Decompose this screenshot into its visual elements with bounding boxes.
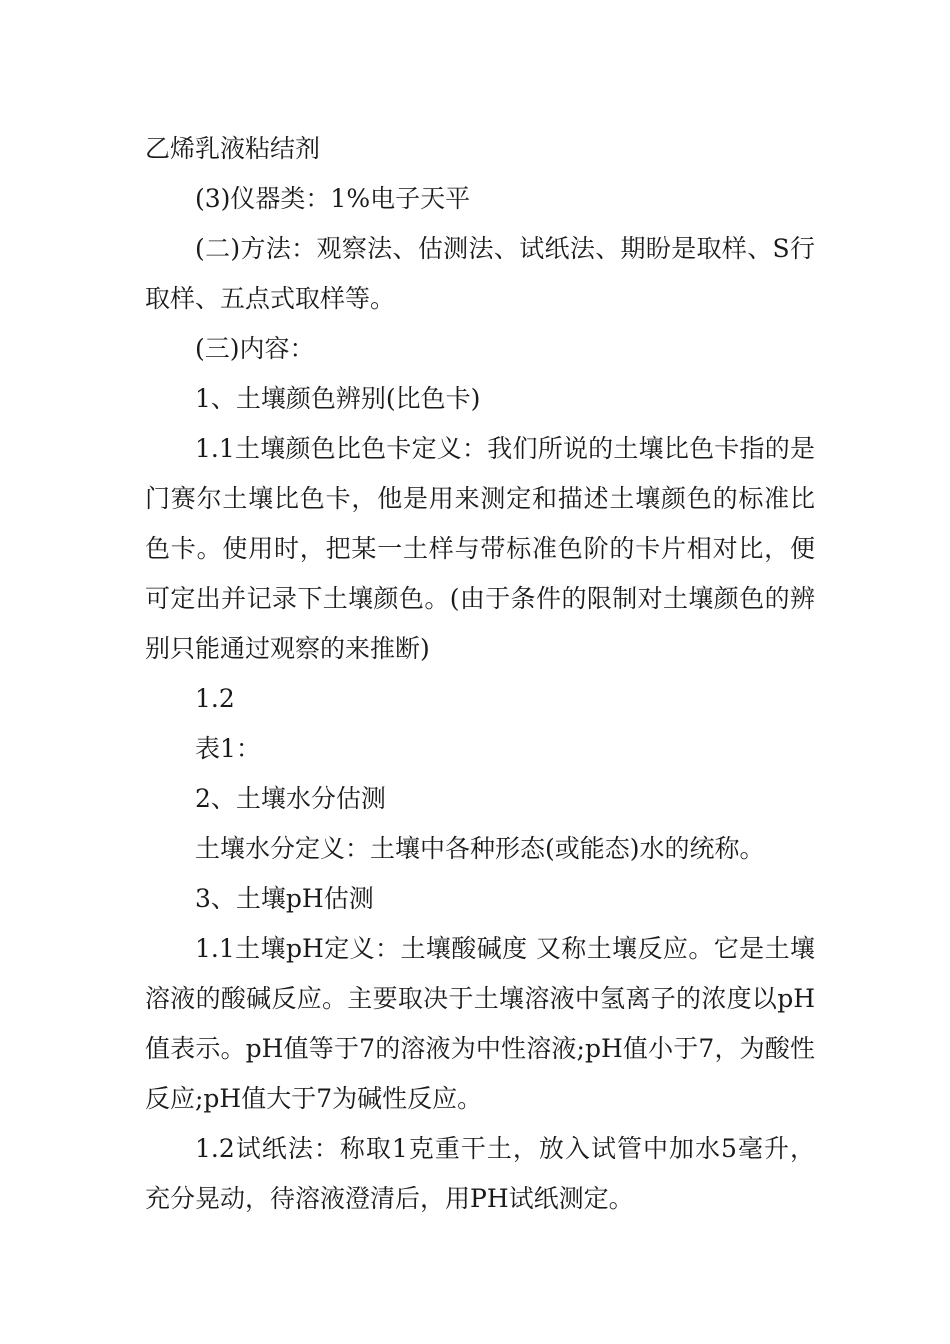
paragraph-continued-binder: 乙烯乳液粘结剂 xyxy=(145,134,321,163)
paragraph-section-1-2: 1.2 xyxy=(195,684,235,713)
paragraph-instruments: (3)仪器类：1%电子天平 xyxy=(195,184,471,213)
paragraph-soil-moisture-definition: 土壤水分定义：土壤中各种形态(或能态)水的统称。 xyxy=(195,834,765,863)
paragraph-table-1-label: 表1： xyxy=(195,734,261,763)
document-body xyxy=(145,124,815,1224)
paragraph-test-paper-method: 1.2试纸法：称取1克重干土，放入试管中加水5毫升，充分晃动，待溶液澄清后，用PH试纸测定。 xyxy=(145,1134,815,1213)
paragraph-methods: (二)方法：观察法、估测法、试纸法、期盼是取样、S行取样、五点式取样等。 xyxy=(145,234,815,313)
paragraph-soil-moisture-heading: 2、土壤水分估测 xyxy=(195,784,386,813)
paragraph-soil-color-heading: 1、土壤颜色辨别(比色卡) xyxy=(195,384,481,413)
paragraph-soil-ph-definition: 1.1土壤pH定义：土壤酸碱度 又称土壤反应。它是土壤溶液的酸碱反应。主要取决于土壤溶液中氢离子的浓度以pH值表示。pH值等于7的溶液为中性溶液;pH值小于7，为酸性反应;pH值大于7为碱性反应。 xyxy=(145,934,815,1113)
paragraph-soil-ph-heading: 3、土壤pH估测 xyxy=(195,884,374,913)
paragraph-soil-color-definition: 1.1土壤颜色比色卡定义：我们所说的土壤比色卡指的是门赛尔土壤比色卡，他是用来测定和描述土壤颜色的标准比色卡。使用时，把某一土样与带标准色阶的卡片相对比，便可定出并记录下土壤颜色。(由于条件的限制对土壤颜色的辨别只能通过观察的来推断) xyxy=(145,434,815,663)
paragraph-contents-heading: (三)内容： xyxy=(195,334,315,363)
